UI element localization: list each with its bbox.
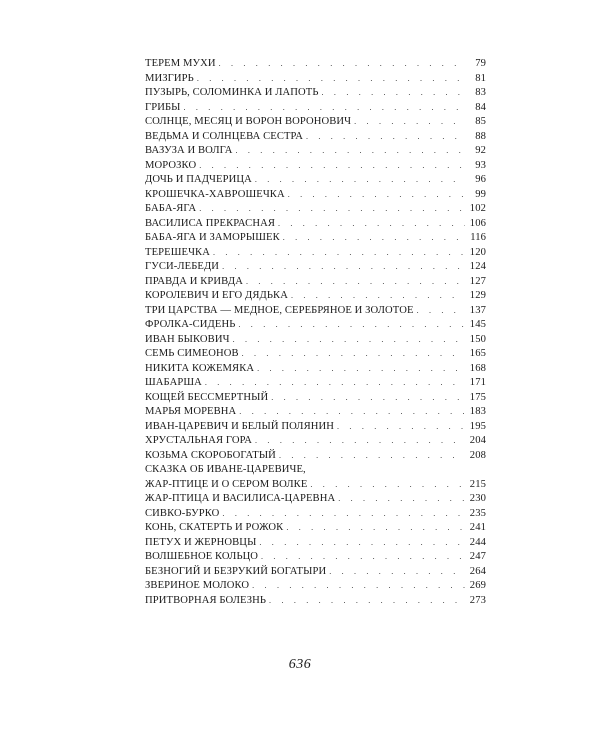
toc-entry-page: 120	[469, 246, 486, 258]
dot-leader	[255, 173, 465, 188]
dot-leader	[322, 86, 465, 101]
dot-leader	[338, 492, 465, 507]
toc-entry	[145, 492, 486, 507]
dot-leader	[213, 246, 465, 261]
toc-entry-title: ВАЗУЗА И ВОЛГА	[145, 145, 233, 156]
dot-leader	[255, 434, 465, 449]
toc-entry-title: МАРЬЯ МОРЕВНА	[145, 406, 237, 417]
toc-entry	[145, 434, 486, 449]
toc-entry	[145, 275, 486, 290]
toc-entry	[145, 144, 486, 159]
toc-entry-page: 175	[469, 391, 486, 403]
dot-leader	[283, 231, 465, 246]
dot-leader	[197, 72, 465, 87]
toc-entry-page: 273	[469, 594, 486, 606]
toc-entry-title: КРОШЕЧКА-ХАВРОШЕЧКА	[145, 188, 285, 200]
toc-entry-title: МИЗГИРЬ	[145, 72, 194, 84]
dot-leader	[222, 260, 465, 275]
dot-leader	[233, 333, 465, 348]
toc-entry-page: 244	[469, 536, 486, 548]
toc-entry-page: 183	[469, 406, 486, 417]
toc-entry-title: ИВАН БЫКОВИЧ	[145, 333, 230, 345]
toc-entry-title: ПРИТВОРНАЯ БОЛЕЗНЬ	[145, 594, 267, 606]
toc-entry-page: 116	[470, 232, 486, 243]
toc-entry-page: 83	[475, 87, 486, 98]
toc-entry	[145, 362, 486, 377]
toc-entry-page: 93	[475, 159, 486, 171]
toc-entry-title: ПУЗЫРЬ, СОЛОМИНКА И ЛАПОТЬ	[145, 87, 319, 98]
dot-leader	[417, 304, 465, 319]
dot-leader	[205, 376, 465, 391]
toc-entry	[145, 231, 486, 246]
toc-entry	[145, 594, 486, 609]
dot-leader	[222, 507, 465, 522]
dot-leader	[259, 536, 465, 551]
toc-entry-page: 215	[469, 478, 486, 490]
toc-entry-page: 230	[469, 493, 486, 504]
toc-entry-title: КОРОЛЕВИЧ И ЕГО ДЯДЬКА	[145, 290, 288, 301]
toc-entry-title: СОЛНЦЕ, МЕСЯЦ И ВОРОН ВОРОНОВИЧ	[145, 116, 352, 127]
dot-leader	[291, 289, 465, 304]
toc-entry	[145, 333, 486, 348]
toc-entry	[145, 86, 486, 101]
toc-entry	[145, 376, 486, 391]
toc-entry-page: 79	[475, 58, 486, 69]
toc-entry-title: ЗВЕРИНОЕ МОЛОКО	[145, 580, 250, 591]
toc-entry-page: 204	[469, 435, 486, 446]
toc-entry-title: ЖАР-ПТИЦА И ВАСИЛИСА-ЦАРЕВНА	[145, 493, 336, 504]
dot-leader	[239, 405, 465, 420]
toc-entry-title: ТЕРЕМ МУХИ	[145, 58, 216, 69]
toc-entry-page: 137	[469, 304, 486, 316]
toc-entry	[145, 101, 486, 116]
toc-entry-title: ТЕРЕШЕЧКА	[145, 246, 210, 258]
toc-entry	[145, 217, 486, 232]
toc-entry	[145, 57, 486, 72]
toc-entry-page: 106	[469, 217, 486, 229]
toc-entry-title: ХРУСТАЛЬНАЯ ГОРА	[145, 435, 253, 446]
toc-entry-title-continued: ЖАР-ПТИЦЕ И О СЕРОМ ВОЛКЕ	[145, 478, 308, 490]
toc-entry-page: 85	[475, 116, 486, 127]
toc-entry-page: 208	[469, 449, 486, 461]
toc-entry-title: БАБА-ЯГА И ЗАМОРЫШЕК	[145, 232, 280, 243]
dot-leader	[242, 347, 465, 362]
dot-leader	[286, 521, 465, 536]
toc-entry-title: ВОЛШЕБНОЕ КОЛЬЦО	[145, 551, 258, 562]
toc-entry-page: 241	[469, 522, 486, 533]
toc-entry-page: 124	[469, 261, 486, 272]
toc-entry-title: ШАБАРША	[145, 377, 202, 388]
toc-entry-title: КОЩЕЙ БЕССМЕРТНЫЙ	[145, 391, 269, 403]
toc-entry-page: 165	[469, 348, 486, 359]
dot-leader	[337, 420, 465, 435]
dot-leader	[269, 594, 465, 609]
toc-entry-page: 99	[475, 188, 486, 200]
toc-entry-page: 145	[469, 319, 486, 330]
toc-entry	[145, 565, 486, 580]
dot-leader	[246, 275, 465, 290]
toc-entry-title: ВЕДЬМА И СОЛНЦЕВА СЕСТРА	[145, 130, 303, 142]
toc-entry-title: ВАСИЛИСА ПРЕКРАСНАЯ	[145, 217, 275, 229]
toc-entry	[145, 318, 486, 333]
toc-entry-page: 92	[475, 145, 486, 156]
toc-entry-page: 269	[469, 580, 486, 591]
toc-entry	[145, 115, 486, 130]
toc-entry-page: 127	[469, 275, 486, 287]
toc-entry	[145, 391, 486, 406]
toc-entry-page: 168	[469, 362, 486, 374]
dot-leader	[278, 217, 465, 232]
toc-entry-title: СКАЗКА ОБ ИВАНЕ-ЦАРЕВИЧЕ,	[145, 464, 306, 475]
dot-leader	[288, 188, 465, 203]
toc-entry-title: ПЕТУХ И ЖЕРНОВЦЫ	[145, 536, 257, 548]
toc-entry-page: 102	[469, 203, 486, 214]
dot-leader	[310, 478, 465, 493]
dot-leader	[306, 130, 465, 145]
toc-entry	[145, 289, 486, 304]
toc-entry-page: 129	[469, 290, 486, 301]
dot-leader	[184, 101, 466, 116]
toc-entry-title: ГРИБЫ	[145, 101, 181, 113]
toc-entry-page: 235	[469, 507, 486, 519]
toc-entry-title: СИВКО-БУРКО	[145, 507, 220, 519]
dot-leader	[257, 362, 465, 377]
toc-entry-title: ФРОЛКА-СИДЕНЬ	[145, 319, 236, 330]
toc-entry	[145, 550, 486, 565]
toc-entry-title: БАБА-ЯГА	[145, 203, 197, 214]
toc-entry-page: 264	[469, 565, 486, 577]
toc-entry	[145, 304, 486, 319]
dot-leader	[199, 159, 465, 174]
toc-entry	[145, 72, 486, 87]
toc-entry-page: 150	[469, 333, 486, 345]
toc-entry	[145, 463, 486, 492]
dot-leader	[354, 115, 465, 130]
toc-entry	[145, 449, 486, 464]
dot-leader	[271, 391, 465, 406]
dot-leader	[236, 144, 466, 159]
dot-leader	[199, 202, 465, 217]
toc-entry-page: 247	[469, 551, 486, 562]
dot-leader	[219, 57, 465, 72]
table-of-contents	[145, 57, 486, 608]
toc-entry	[145, 246, 486, 261]
dot-leader	[252, 579, 465, 594]
toc-entry-title: ИВАН-ЦАРЕВИЧ И БЕЛЫЙ ПОЛЯНИН	[145, 420, 335, 432]
toc-entry-page: 81	[475, 72, 486, 84]
dot-leader	[238, 318, 465, 333]
toc-entry	[145, 260, 486, 275]
toc-entry-title: ТРИ ЦАРСТВА — МЕДНОЕ, СЕРЕБРЯНОЕ И ЗОЛОТОЕ	[145, 304, 414, 316]
toc-entry-title: КОНЬ, СКАТЕРТЬ И РОЖОК	[145, 522, 284, 533]
toc-entry	[145, 159, 486, 174]
toc-entry	[145, 521, 486, 536]
toc-entry	[145, 173, 486, 188]
toc-entry	[145, 130, 486, 145]
toc-entry	[145, 420, 486, 435]
toc-entry	[145, 202, 486, 217]
toc-entry	[145, 347, 486, 362]
toc-entry-page: 171	[469, 377, 486, 388]
toc-entry-page: 96	[475, 174, 486, 185]
toc-entry-title: СЕМЬ СИМЕОНОВ	[145, 348, 239, 359]
toc-entry-page: 195	[469, 420, 486, 432]
dot-leader	[261, 550, 465, 565]
toc-entry	[145, 536, 486, 551]
toc-entry-title: ПРАВДА И КРИВДА	[145, 275, 243, 287]
dot-leader	[279, 449, 465, 464]
toc-entry	[145, 188, 486, 203]
toc-entry-title: ГУСИ-ЛЕБЕДИ	[145, 261, 220, 272]
dot-leader	[329, 565, 465, 580]
toc-entry-title: БЕЗНОГИЙ И БЕЗРУКИЙ БОГАТЫРИ	[145, 565, 327, 577]
toc-entry-title: КОЗЬМА СКОРОБОГАТЫЙ	[145, 449, 276, 461]
toc-entry	[145, 405, 486, 420]
toc-entry	[145, 507, 486, 522]
toc-entry	[145, 579, 486, 594]
toc-entry-title: НИКИТА КОЖЕМЯКА	[145, 362, 255, 374]
toc-entry-page: 88	[475, 130, 486, 142]
toc-entry-title: МОРОЗКО	[145, 159, 197, 171]
page-number: 636	[288, 657, 312, 672]
toc-entry-title: ДОЧЬ И ПАДЧЕРИЦА	[145, 174, 252, 185]
toc-entry-page: 84	[475, 101, 486, 113]
